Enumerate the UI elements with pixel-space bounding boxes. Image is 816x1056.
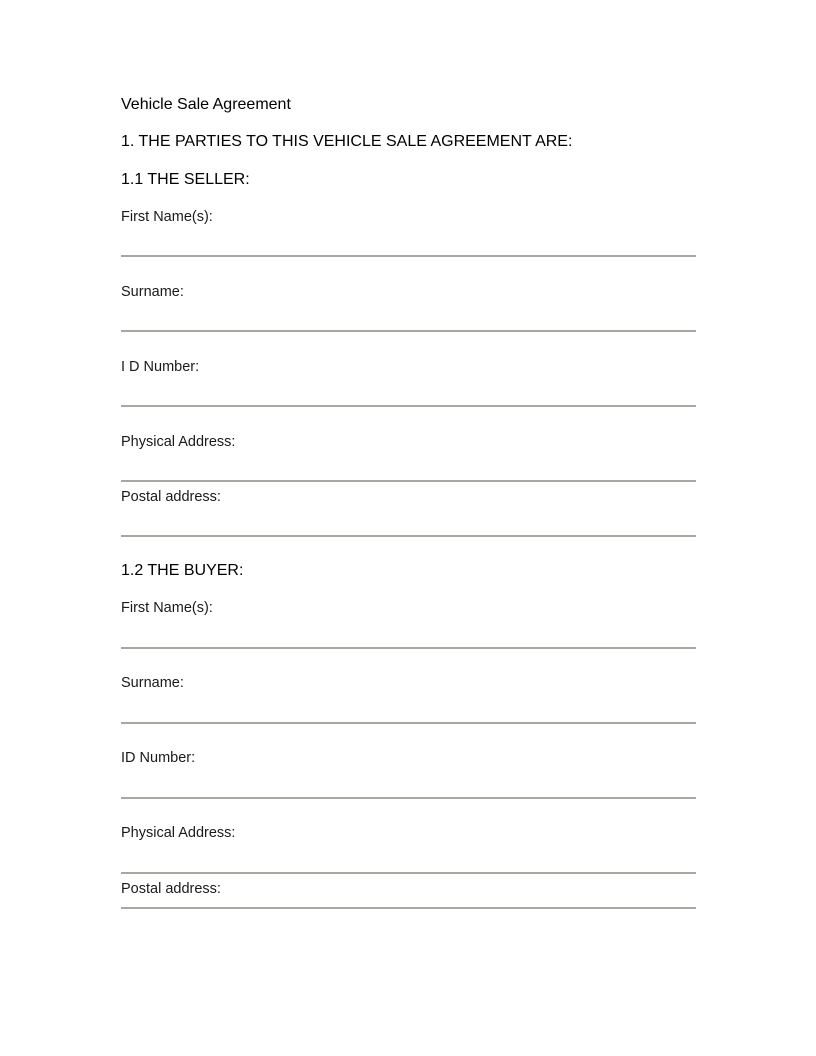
buyer-postal-address-label: Postal address: — [121, 881, 221, 897]
buyer-first-name-label: First Name(s): — [121, 600, 213, 616]
seller-first-name-line[interactable] — [121, 255, 696, 257]
seller-postal-address-label: Postal address: — [121, 489, 221, 505]
seller-heading: 1.1 THE SELLER: — [121, 171, 250, 188]
seller-postal-address-line[interactable] — [121, 535, 696, 537]
seller-id-number-label: I D Number: — [121, 359, 200, 375]
buyer-surname-line[interactable] — [121, 722, 696, 724]
seller-id-number-line[interactable] — [121, 405, 696, 407]
buyer-id-number-line[interactable] — [121, 797, 696, 799]
document-title: Vehicle Sale Agreement — [121, 96, 291, 113]
seller-surname-label: Surname: — [121, 284, 184, 300]
section-heading-parties: 1. THE PARTIES TO THIS VEHICLE SALE AGREEMENT ARE: — [121, 133, 573, 150]
seller-physical-address-line[interactable] — [121, 480, 696, 482]
buyer-id-number-label: ID Number: — [121, 750, 196, 766]
buyer-first-name-line[interactable] — [121, 647, 696, 649]
buyer-postal-address-line[interactable] — [121, 907, 696, 909]
seller-first-name-label: First Name(s): — [121, 209, 213, 225]
seller-physical-address-label: Physical Address: — [121, 434, 236, 450]
seller-surname-line[interactable] — [121, 330, 696, 332]
buyer-physical-address-line[interactable] — [121, 872, 696, 874]
buyer-heading: 1.2 THE BUYER: — [121, 562, 244, 579]
buyer-surname-label: Surname: — [121, 675, 184, 691]
buyer-physical-address-label: Physical Address: — [121, 825, 236, 841]
